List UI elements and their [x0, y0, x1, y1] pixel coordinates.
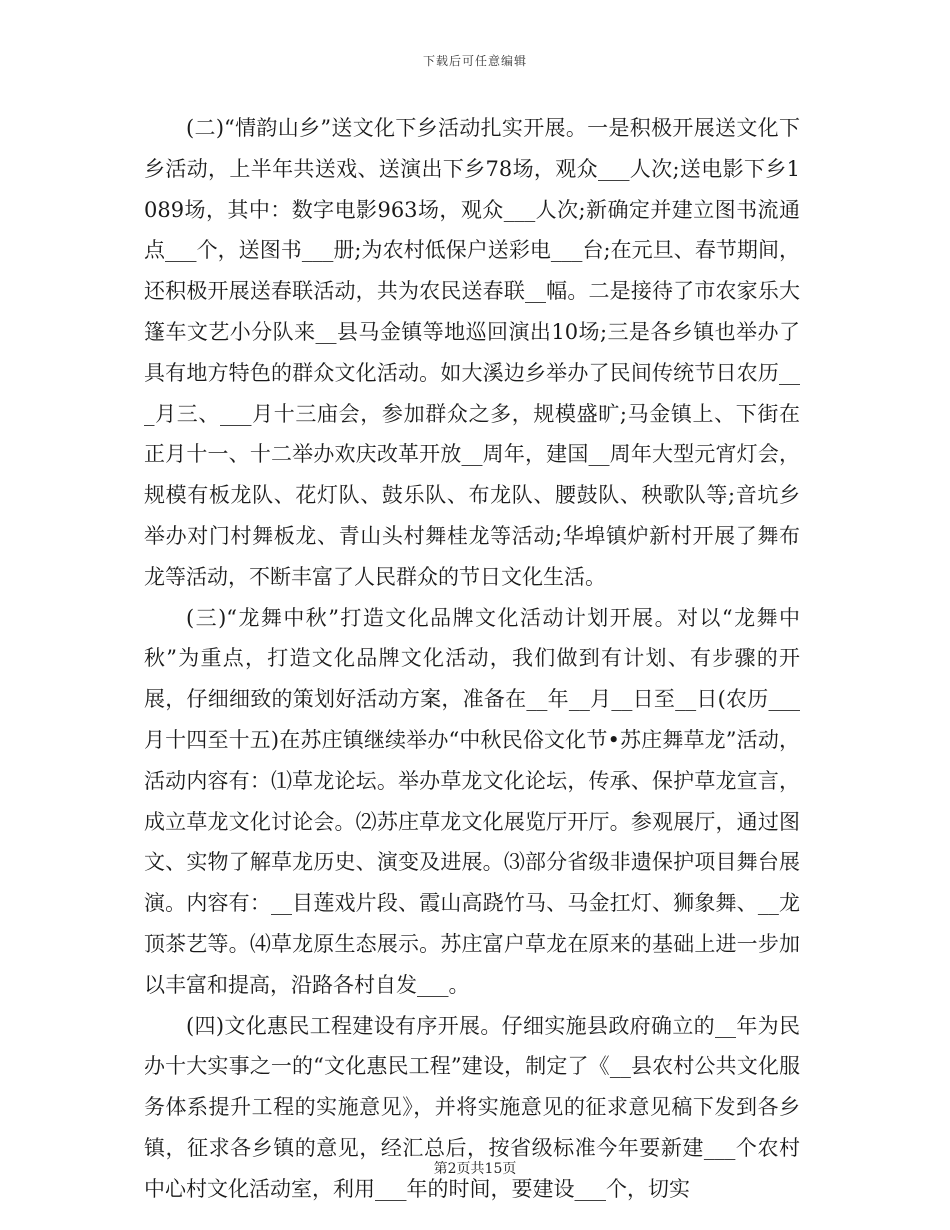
document-body [144, 108, 800, 1210]
page-number-footer: 第2页共15页 [433, 1161, 517, 1177]
paragraph-3: (三)“龙舞中秋”打造文化品牌文化活动计划开展。对以“龙舞中秋”为重点，打造文化品牌文化活动，我们做到有计划、有步骤的开展，仔细细致的策划好活动方案，准备在__年__月__日至__日(农历___月十四至十五)在苏庄镇继续举办“中秋民俗文化节•苏庄舞草龙”活动，活动内容有：⑴草龙论坛。举办草龙文化论坛，传承、保护草龙宣言，成立草龙文化讨论会。⑵苏庄草龙文化展览厅开厅。参观展厅，通过图文、实物了解草龙历史、演变及进展。⑶部分省级非遗保护项目舞台展演。内容有：__目莲戏片段、霞山高跷竹马、马金扛灯、狮象舞、__龙顶茶艺等。⑷草龙原生态展示。苏庄富户草龙在原来的基础上进一步加以丰富和提高，沿路各村自发___。 [144, 605, 800, 997]
page-header-note: 下载后可任意编辑 [422, 54, 527, 68]
paragraph-4: (四)文化惠民工程建设有序开展。仔细实施县政府确立的__年为民办十大实事之一的“文化惠民工程”建设，制定了《__县农村公共文化服务体系提升工程的实施意见》，并将实施意见的征求意见稿下发到各乡镇，征求各乡镇的意见，经汇总后，按省级标准今年要新建___个农村中心村文化活动室，利用___年的时间，要建设___个，切实 [144, 1013, 800, 1201]
paragraph-2: (二)“情韵山乡”送文化下乡活动扎实开展。一是积极开展送文化下乡活动，上半年共送戏、送演出下乡78场，观众___人次;送电影下乡1089场，其中：数字电影963场，观众___人次;新确定并建立图书流通点___个，送图书___册;为农村低保户送彩电___台;在元旦、春节期间，还积极开展送春联活动，共为农民送春联__幅。二是接待了市农家乐大篷车文艺小分队来__县马金镇等地巡回演出10场;三是各乡镇也举办了具有地方特色的群众文化活动。如大溪边乡举办了民间传统节日农历___月三、___月十三庙会，参加群众之多，规模盛旷;马金镇上、下街在正月十一、十二举办欢庆改革开放__周年，建国__周年大型元宵灯会，规模有板龙队、花灯队、鼓乐队、布龙队、腰鼓队、秧歌队等;音坑乡举办对门村舞板龙、青山头村舞桂龙等活动;华埠镇炉新村开展了舞布龙等活动，不断丰富了人民群众的节日文化生活。 [144, 116, 800, 589]
